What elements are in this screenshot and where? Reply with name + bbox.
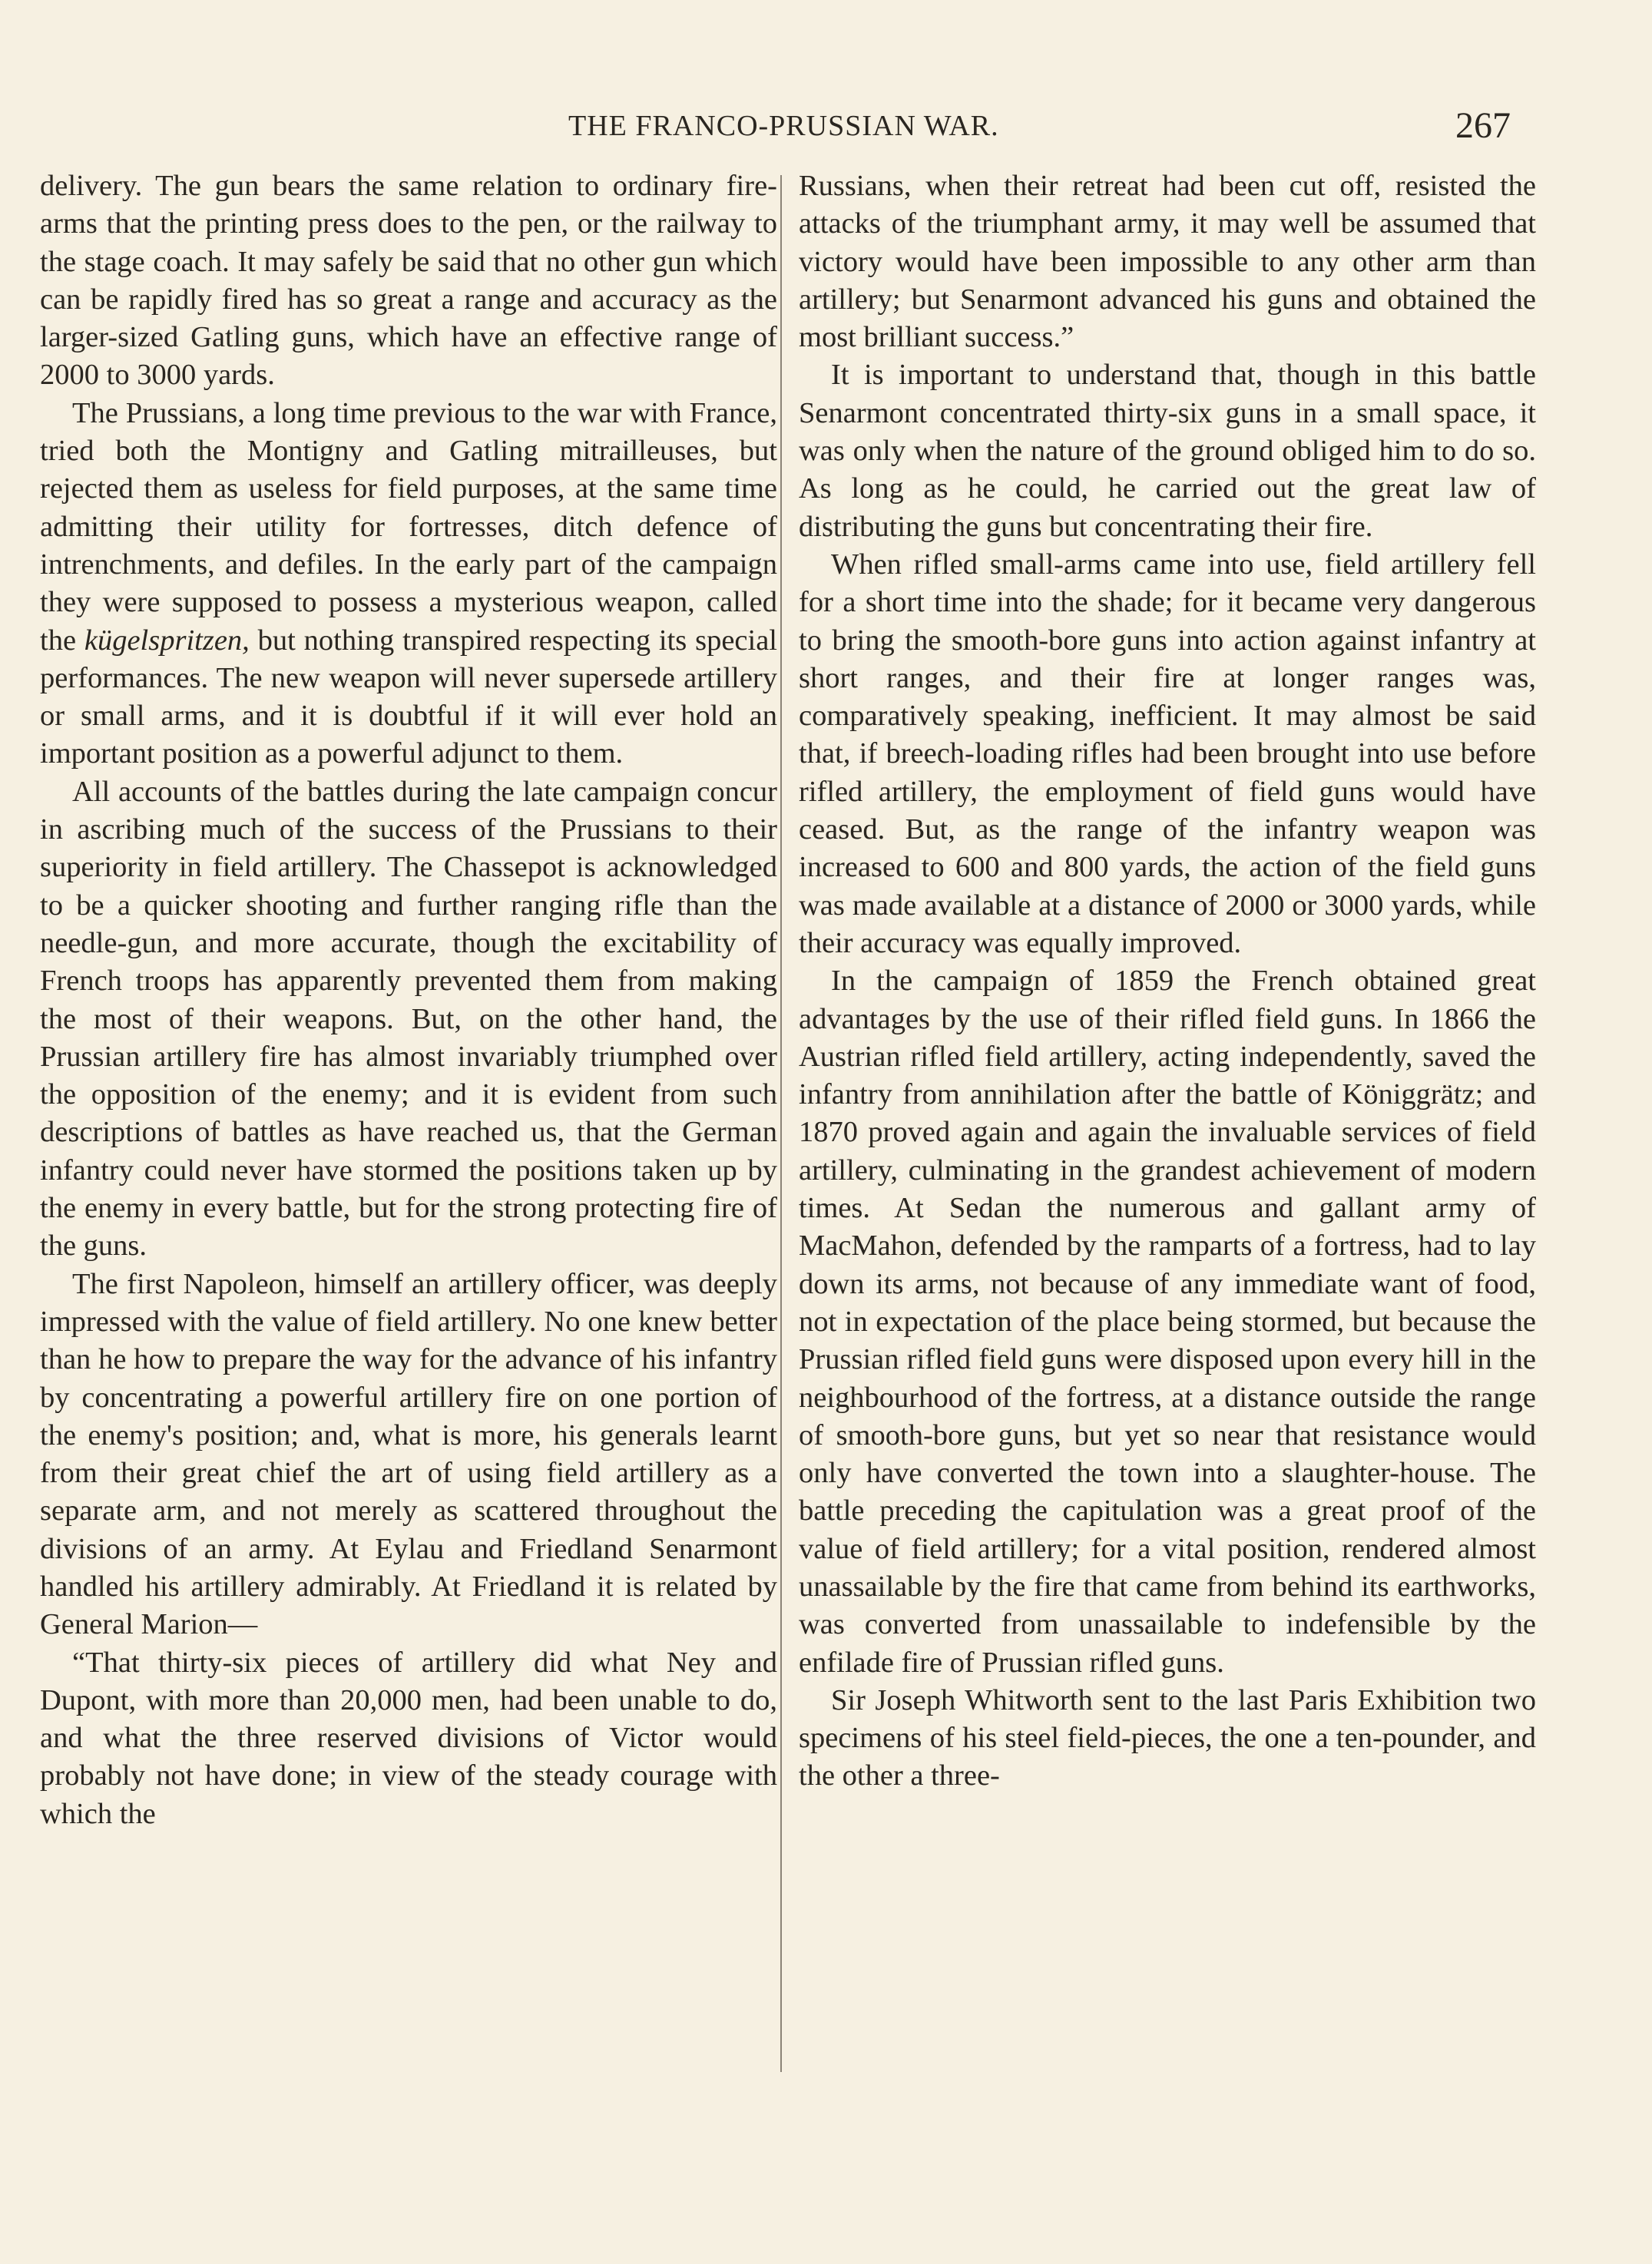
page-number: 267 bbox=[1455, 105, 1511, 146]
paragraph-napoleon: The first Napoleon, himself an artillery officer, was deeply impressed with the value of field artillery. No one knew better than he how to prepare the way for the advance of his infantry by concentrating a powerful artillery fire on one portion of the enemy's position; and, what is more, his generals learnt from their great chief the art of using field artillery as a separate arm, and not merely as scattered throughout the divisions of an army. At Eylau and Friedland Senarmont handled his artillery admirably. At Friedland it is related by General Marion— bbox=[40, 1267, 777, 1641]
paragraph-prussian-artillery: All accounts of the battles during the late campaign concur in ascribing much of the success of the Prussians to their superiority in field artillery. The Chassepot is acknowledged to be a quicker shooting and further ranging rifle than the needle-gun, and more accurate, though the excitability of French troops has apparently prevented them from making the most of their weapons. But, on the other hand, the Prussian artillery fire has almost invariably triumphed over the opposition of the enemy; and it is evident from such descriptions of battles as have reached us, that the German infantry could never have stormed the positions taken up by the enemy in every battle, but for the strong protecting fire of the guns. bbox=[40, 775, 777, 1263]
paragraph-senarmont: It is important to understand that, though in this battle Senarmont concentrated thirty-six guns in a small space, it was only when the nature of the ground obliged him to do so. As long as he could, he carried out the great law of distributing the guns but concentrating their fire. bbox=[799, 359, 1536, 543]
running-title: THE FRANCO-PRUSSIAN WAR. bbox=[568, 110, 999, 142]
paragraph-whitworth: Sir Joseph Whitworth sent to the last Paris Exhibition two specimens of his steel field-pieces, the one a ten-pounder, and the other a three- bbox=[799, 1683, 1536, 1792]
column-divider bbox=[780, 175, 782, 2072]
paragraph-quotation: “That thirty-six pieces of artillery did what Ney and Dupont, with more than 20,000 men, had been unable to do, and what the three reserved divisions of Victor would probably not have done; in view of the steady courage with which the bbox=[40, 1646, 777, 1830]
running-head bbox=[0, 105, 1652, 155]
paragraph-text: but nothing transpired respecting its special performances. The new weapon will never supersede artillery or small arms, and it is doubtful if it will ever hold an important position as a powerful adjunct to them. bbox=[40, 624, 777, 770]
paragraph-quotation-end: Russians, when their retreat had been cut off, resisted the attacks of the triumphant army, it may well be assumed that victory would have been impossible to any other arm than artillery; but Senarmont advanced his guns and obtained the most brilliant success.” bbox=[799, 170, 1536, 354]
italic-term: kügelspritzen, bbox=[84, 624, 250, 657]
paragraph-rifled-small-arms: When rifled small-arms came into use, field artillery fell for a short time into the shade; for it became very dangerous to bring the smooth-bore guns into action against infantry at short ranges, and their fire at longer ranges was, comparatively speaking, inefficient. It may almost be said that, if breech-loading rifles had been brought into use before rifled artillery, the employment of field guns would have ceased. But, as the range of the infantry weapon was increased to 600 and 800 yards, the action of the field guns was made available at a distance of 2000 or 3000 yards, while their accuracy was equally improved. bbox=[799, 548, 1536, 959]
paragraph-text: The Prussians, a long time previous to the war with France, tried both the Montigny and Gatling mitrailleuses, but rejected them as useless for field purposes, at the same time admitting their utility for fortresses, ditch defence of intrenchments, and defiles. In the early part of the campaign they were supposed to possess a mysterious weapon, called the bbox=[40, 396, 777, 657]
left-column bbox=[40, 167, 777, 1833]
paragraph-gatling-range: delivery. The gun bears the same relation to ordinary fire-arms that the printing press does to the pen, or the railway to the stage coach. It may safely be said that no other gun which can be rapidly fired has so great a range and accuracy as the larger-sized Gatling guns, which have an effective range of 2000 to 3000 yards. bbox=[40, 170, 777, 392]
right-column bbox=[799, 167, 1536, 1796]
paragraph-prussian-mitrailleuses bbox=[40, 395, 777, 773]
paragraph-campaign-1859: In the campaign of 1859 the French obtained great advantages by the use of their rifled field guns. In 1866 the Austrian rifled field artillery, acting independently, saved the infantry from annihilation after the battle of Königgrätz; and 1870 proved again and again the invaluable services of field artillery, culminating in the grandest achievement of modern times. At Sedan the numerous and gallant army of MacMahon, defended by the ramparts of a fortress, had to lay down its arms, not because of any immediate want of food, not in expectation of the place being stormed, but because the Prussian rifled field guns were disposed upon every hill in the neighbourhood of the fortress, at a distance outside the range of smooth-bore guns, but yet so near that resistance would only have converted the town into a slaughter-house. The battle preceding the capitulation was a great proof of the value of field artillery; for a vital position, rendered almost unassailable by the fire that came from behind its earthworks, was converted from unassailable to indefensible by the enfilade fire of Prussian rifled guns. bbox=[799, 965, 1536, 1679]
